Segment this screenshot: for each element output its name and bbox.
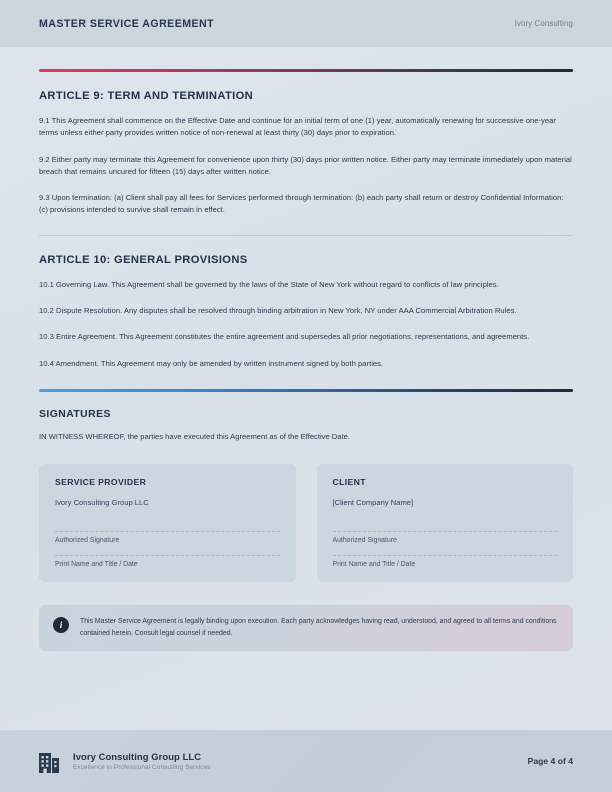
legal-notice-banner bbox=[39, 605, 573, 652]
signature-block-service-provider bbox=[39, 464, 296, 582]
clause-paragraph: 10.4 Amendment. This Agreement may only be amended by written instrument signed by both parties. bbox=[39, 358, 384, 368]
signature-party-name: [Client Company Name] bbox=[332, 497, 414, 507]
document-body bbox=[0, 47, 612, 730]
clause-paragraph: 9.2 Either party may terminate this Agreement for convenience upon thirty (30) days prior written notice. Either party may terminate immediately upon material breach that remains uncured for fifteen (15) days after written notice. bbox=[39, 154, 572, 176]
signatures-section bbox=[39, 409, 573, 582]
page-number-label: Page 4 of 4 bbox=[527, 756, 573, 766]
article-heading: ARTICLE 9: TERM AND TERMINATION bbox=[39, 90, 254, 102]
signature-line[interactable] bbox=[333, 531, 558, 532]
clause-paragraph: 9.3 Upon termination: (a) Client shall pay all fees for Services performed through termination: (b) each party shall return or destroy Confidential Information: (c) provisions intended to survive shall remain in effect. bbox=[39, 193, 564, 215]
print-name-line[interactable] bbox=[55, 555, 280, 556]
signature-blocks-row bbox=[39, 464, 573, 582]
blue-accent-rule bbox=[39, 389, 573, 392]
building-icon bbox=[39, 750, 60, 773]
print-name-caption: Print Name and Title / Date bbox=[55, 560, 138, 568]
clause-paragraph: 10.3 Entire Agreement. This Agreement constitutes the entire agreement and supersedes all prior negotiations, representations, and agreements. bbox=[39, 332, 530, 342]
signature-caption: Authorized Signature bbox=[332, 536, 397, 544]
footer-brand-group bbox=[39, 750, 210, 773]
article-section-9 bbox=[39, 90, 573, 217]
signature-party-name: Ivory Consulting Group LLC bbox=[55, 497, 149, 507]
footer-company-name: Ivory Consulting Group LLC bbox=[73, 751, 202, 763]
document-title: MASTER SERVICE AGREEMENT bbox=[39, 17, 215, 30]
header-brand-label: Ivory Consulting bbox=[514, 19, 573, 28]
document-footer bbox=[0, 730, 612, 792]
legal-notice-text: This Master Service Agreement is legally binding upon execution. Each party acknowledges having read, understood, and agreed to all terms and conditions contained herein. Consult legal counsel if needed. bbox=[80, 617, 557, 637]
footer-tagline: Excellence in Professional Consulting Services bbox=[73, 763, 211, 771]
footer-text-group bbox=[73, 751, 210, 771]
signature-role-label: SERVICE PROVIDER bbox=[55, 476, 147, 487]
signature-role-label: CLIENT bbox=[332, 476, 366, 487]
witness-statement: IN WITNESS WHEREOF, the parties have executed this Agreement as of the Effective Date. bbox=[39, 431, 350, 441]
signature-caption: Authorized Signature bbox=[55, 536, 120, 544]
article-section-10 bbox=[39, 254, 573, 370]
signatures-heading: SIGNATURES bbox=[39, 408, 111, 420]
crimson-accent-rule bbox=[39, 69, 573, 72]
document-header bbox=[0, 0, 612, 47]
signature-line[interactable] bbox=[55, 531, 280, 532]
clause-paragraph: 10.2 Dispute Resolution. Any disputes shall be resolved through binding arbitration in New York, NY under AAA Commercial Arbitration Rules. bbox=[39, 306, 517, 316]
info-icon: i bbox=[53, 617, 69, 633]
section-divider bbox=[39, 235, 573, 236]
article-heading: ARTICLE 10: GENERAL PROVISIONS bbox=[39, 253, 248, 266]
print-name-line[interactable] bbox=[333, 555, 558, 556]
clause-paragraph: 10.1 Governing Law. This Agreement shall be governed by the laws of the State of New York without regard to conflicts of law principles. bbox=[39, 279, 499, 289]
print-name-caption: Print Name and Title / Date bbox=[332, 560, 416, 568]
clause-paragraph: 9.1 This Agreement shall commence on the Effective Date and continue for an initial term of one (1) year, automatically renewing for successive one-year terms unless either party provides written notice of non-renewal at least thirty (30) days prior to expiration. bbox=[39, 116, 556, 138]
signature-block-client bbox=[317, 464, 574, 582]
